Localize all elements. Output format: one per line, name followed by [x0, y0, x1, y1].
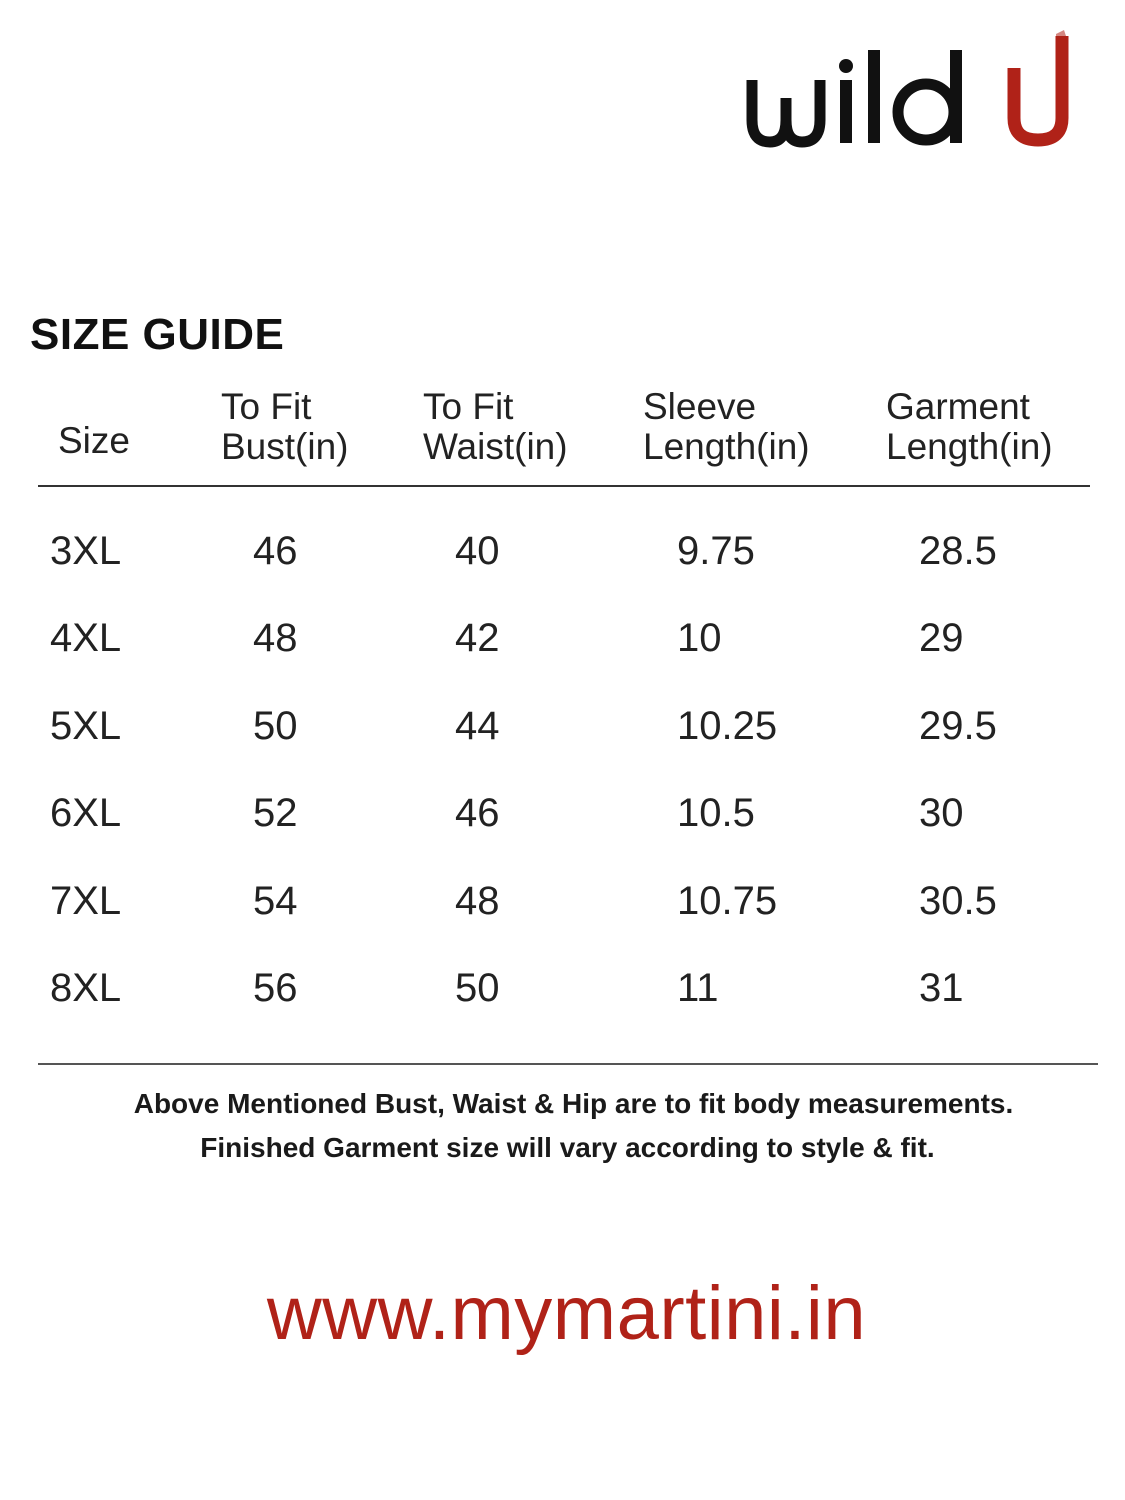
cell-bust: 46	[253, 529, 298, 573]
cell-waist: 48	[455, 879, 500, 923]
header-waist-line1: To Fit	[423, 386, 514, 427]
cell-bust: 56	[253, 966, 298, 1010]
cell-size: 4XL	[50, 616, 122, 660]
cell-size: 7XL	[50, 879, 122, 923]
cell-size: 5XL	[50, 704, 122, 748]
cell-sleeve: 10.25	[677, 704, 778, 748]
cell-garment: 29	[919, 616, 964, 660]
cell-waist: 42	[455, 616, 500, 660]
cell-waist: 46	[455, 791, 500, 835]
table-row	[0, 958, 1125, 1018]
cell-garment: 30	[919, 791, 964, 835]
cell-garment: 30.5	[919, 879, 997, 923]
brand-logo	[740, 28, 1085, 168]
cell-bust: 48	[253, 616, 298, 660]
header-size-label: Size	[58, 420, 130, 461]
cell-bust: 54	[253, 879, 298, 923]
wild-u-logo-icon	[740, 28, 1085, 168]
cell-sleeve: 9.75	[677, 529, 755, 573]
header-size	[58, 421, 130, 461]
cell-waist: 40	[455, 529, 500, 573]
header-waist	[423, 387, 568, 467]
table-row	[0, 696, 1125, 756]
header-sleeve-line1: Sleeve	[643, 386, 757, 427]
header-garment-line2: Length(in)	[886, 426, 1053, 467]
cell-bust: 50	[253, 704, 298, 748]
table-bottom-divider	[38, 1063, 1098, 1065]
header-divider	[38, 485, 1090, 487]
cell-garment: 29.5	[919, 704, 997, 748]
footnote-line-2: Finished Garment size will vary according to style & fit.	[200, 1132, 935, 1163]
table-row	[0, 521, 1125, 581]
header-sleeve	[643, 387, 810, 467]
table-row	[0, 871, 1125, 931]
footnote-line-1: Above Mentioned Bust, Waist & Hip are to fit body measurements.	[133, 1088, 1014, 1119]
cell-waist: 44	[455, 704, 500, 748]
header-sleeve-line2: Length(in)	[643, 426, 810, 467]
cell-sleeve: 10.5	[677, 791, 755, 835]
website-url: www.mymartini.in	[266, 1271, 867, 1356]
table-row	[0, 608, 1125, 668]
header-bust-line2: Bust(in)	[221, 426, 349, 467]
cell-size: 3XL	[50, 529, 122, 573]
cell-sleeve: 10.75	[677, 879, 778, 923]
cell-sleeve: 11	[677, 966, 719, 1010]
cell-sleeve: 10	[677, 616, 722, 660]
cell-size: 8XL	[50, 966, 122, 1010]
cell-waist: 50	[455, 966, 500, 1010]
cell-bust: 52	[253, 791, 298, 835]
header-garment-line1: Garment	[886, 386, 1030, 427]
table-row	[0, 783, 1125, 843]
header-bust-line1: To Fit	[221, 386, 312, 427]
header-waist-line2: Waist(in)	[423, 426, 568, 467]
header-bust	[221, 387, 348, 467]
cell-garment: 28.5	[919, 529, 997, 573]
header-garment	[886, 387, 1053, 467]
page-title: SIZE GUIDE	[30, 310, 285, 359]
cell-garment: 31	[919, 966, 964, 1010]
cell-size: 6XL	[50, 791, 122, 835]
